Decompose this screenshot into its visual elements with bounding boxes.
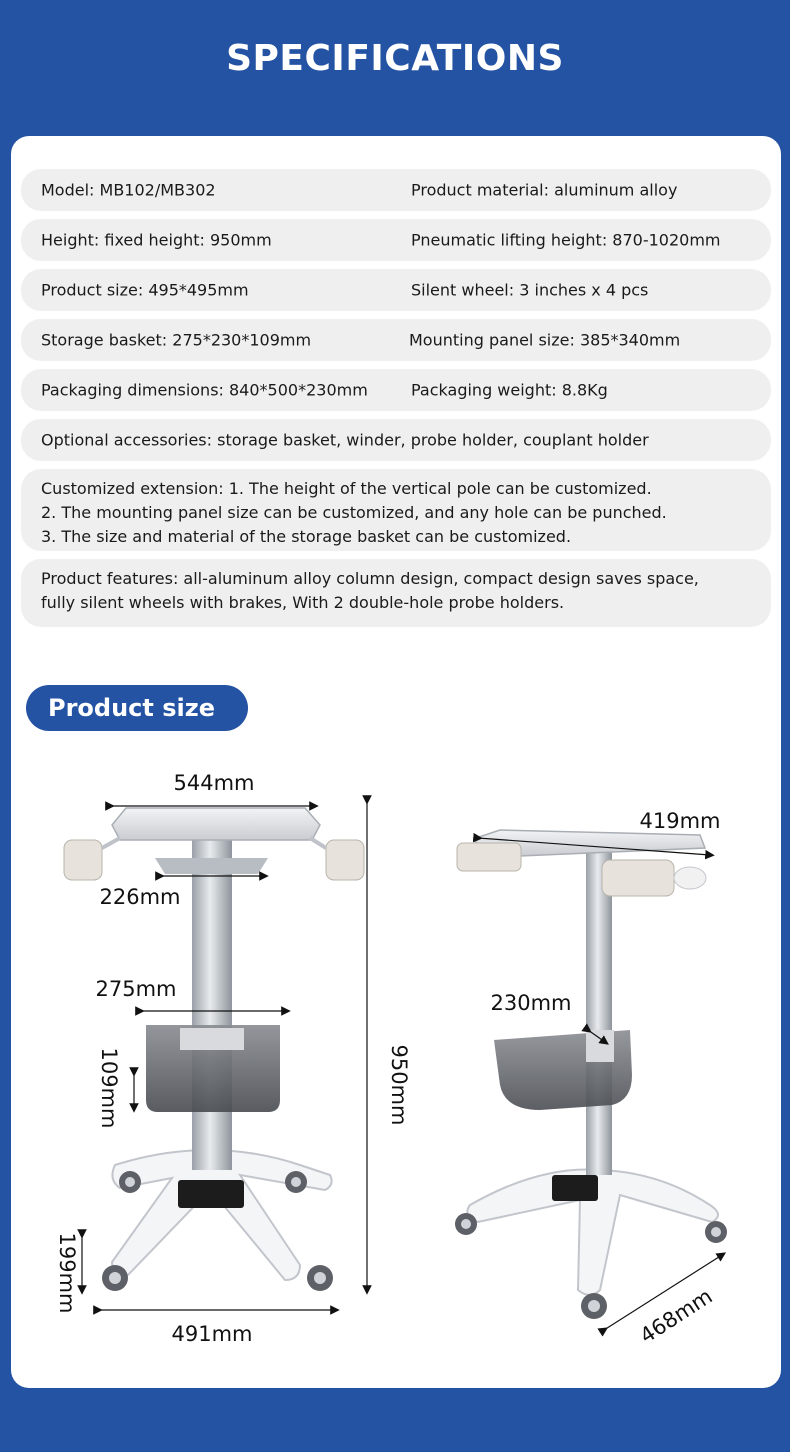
spec-wheel: Silent wheel: 3 inches x 4 pcs — [411, 280, 649, 300]
spec-row-basket — [21, 319, 771, 361]
specifications-card — [11, 136, 781, 1388]
spec-basket: Storage basket: 275*230*109mm — [41, 330, 312, 350]
spec-accessories: Optional accessories: storage basket, winder, probe holder, couplant holder — [41, 430, 649, 450]
product-size-diagram — [11, 756, 781, 1388]
spec-customized-line: Customized extension: 1. The height of the vertical pole can be customized. — [41, 479, 652, 498]
page-title: SPECIFICATIONS — [226, 38, 564, 79]
spec-product-size: Product size: 495*495mm — [41, 280, 249, 300]
spec-features-line: fully silent wheels with brakes, With 2 double-hole probe holders. — [41, 593, 565, 612]
spec-packaging-weight: Packaging weight: 8.8Kg — [411, 380, 608, 400]
spec-customized — [41, 477, 667, 549]
side-view-cart — [455, 830, 727, 1319]
spec-row-height — [21, 219, 771, 261]
dimension-side-depth: 419mm — [639, 809, 721, 833]
spec-packaging-dimensions: Packaging dimensions: 840*500*230mm — [41, 380, 368, 400]
spec-row-accessories — [21, 419, 771, 461]
spec-material: Product material: aluminum alloy — [411, 180, 678, 200]
dimension-basket-width: 275mm — [95, 977, 177, 1001]
spec-lifting-height: Pneumatic lifting height: 870-1020mm — [411, 230, 721, 250]
spec-row-size — [21, 269, 771, 311]
spec-row-packaging — [21, 369, 771, 411]
spec-row-model — [21, 169, 771, 211]
dimension-holder-width: 226mm — [99, 885, 181, 909]
spec-panel-size: Mounting panel size: 385*340mm — [409, 330, 681, 350]
product-size-badge — [26, 685, 248, 731]
dimension-base-width: 491mm — [171, 1322, 253, 1346]
spec-customized-line: 2. The mounting panel size can be customized, and any hole can be punched. — [41, 503, 667, 522]
spec-features — [41, 567, 699, 615]
spec-model: Model: MB102/MB302 — [41, 180, 216, 200]
dimension-base-diagonal: 468mm — [635, 1284, 717, 1349]
spec-row-features — [21, 559, 771, 627]
spec-height: Height: fixed height: 950mm — [41, 230, 272, 250]
dimension-base-height: 199mm — [55, 1232, 79, 1314]
dimension-basket-height: 109mm — [97, 1047, 121, 1129]
dimension-total-height: 950mm — [387, 1044, 411, 1126]
spec-customized-line: 3. The size and material of the storage basket can be customized. — [41, 527, 572, 546]
spec-row-customized — [21, 469, 771, 551]
spec-features-line: Product features: all-aluminum alloy column design, compact design saves space, — [41, 569, 699, 588]
dimension-front-width: 544mm — [173, 771, 255, 795]
dimension-basket-depth: 230mm — [490, 991, 572, 1015]
product-size-label: Product size — [48, 694, 215, 722]
